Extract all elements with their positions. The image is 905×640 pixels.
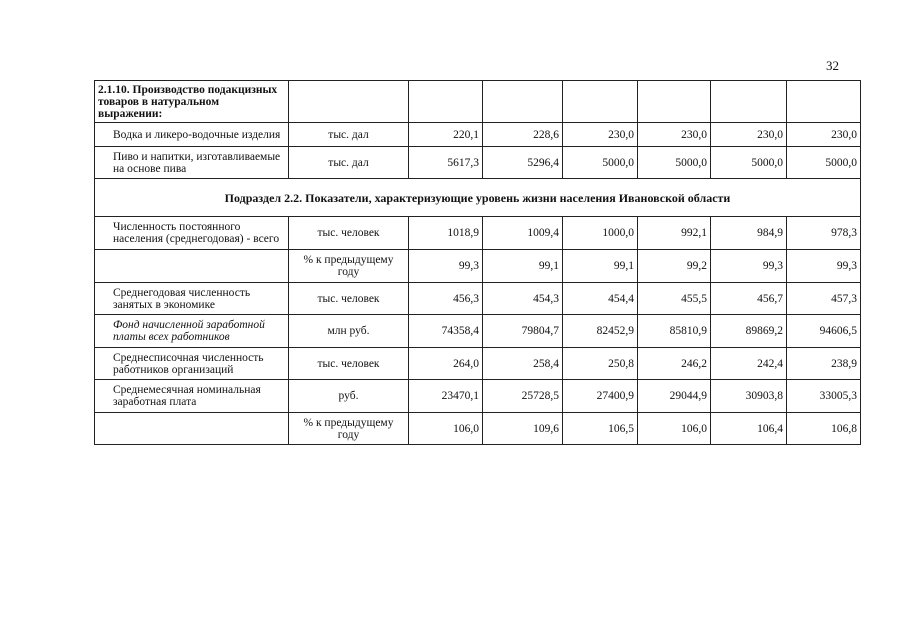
value-cell: 5296,4 [483, 147, 563, 179]
value-cell: 99,1 [483, 250, 563, 283]
value-cell: 984,9 [711, 217, 787, 250]
value-cell: 109,6 [483, 413, 563, 445]
group-header-row [95, 81, 861, 123]
table-row [95, 380, 861, 413]
value-cell: 1009,4 [483, 217, 563, 250]
table-row [95, 315, 861, 348]
indicator-name: Среднесписочная численность работников организаций [95, 348, 289, 380]
value-cell: 89869,2 [711, 315, 787, 348]
value-cell: 228,6 [483, 123, 563, 147]
value-cell: 82452,9 [563, 315, 638, 348]
value-cell: 230,0 [563, 123, 638, 147]
value-cell: 25728,5 [483, 380, 563, 413]
value-cell: 1000,0 [563, 217, 638, 250]
value-cell: 258,4 [483, 348, 563, 380]
indicator-name: Пиво и напитки, изготавливаемые на основе пива [95, 147, 289, 179]
value-cell: 99,3 [409, 250, 483, 283]
value-cell: 29044,9 [638, 380, 711, 413]
value-cell: 99,1 [563, 250, 638, 283]
value-cell: 1018,9 [409, 217, 483, 250]
value-cell: 30903,8 [711, 380, 787, 413]
indicator-name [95, 413, 289, 445]
value-cell: 5000,0 [711, 147, 787, 179]
value-cell: 33005,3 [787, 380, 861, 413]
value-cell: 99,3 [787, 250, 861, 283]
value-cell [483, 81, 563, 123]
indicator-name: 2.1.10. Производство подакцизных товаров в натуральном выражении: [95, 81, 289, 123]
value-cell: 454,3 [483, 283, 563, 315]
unit-cell: тыс. человек [289, 348, 409, 380]
value-cell [711, 81, 787, 123]
value-cell: 79804,7 [483, 315, 563, 348]
unit-cell: тыс. человек [289, 283, 409, 315]
value-cell: 5000,0 [787, 147, 861, 179]
table-row [95, 123, 861, 147]
value-cell: 106,4 [711, 413, 787, 445]
value-cell: 220,1 [409, 123, 483, 147]
value-cell [563, 81, 638, 123]
value-cell: 264,0 [409, 348, 483, 380]
value-cell: 106,5 [563, 413, 638, 445]
unit-cell: тыс. дал [289, 147, 409, 179]
value-cell: 978,3 [787, 217, 861, 250]
value-cell: 5000,0 [563, 147, 638, 179]
value-cell: 94606,5 [787, 315, 861, 348]
unit-cell: млн руб. [289, 315, 409, 348]
value-cell: 23470,1 [409, 380, 483, 413]
indicator-name: Водка и ликеро-водочные изделия [95, 123, 289, 147]
value-cell: 230,0 [638, 123, 711, 147]
value-cell: 456,3 [409, 283, 483, 315]
value-cell: 85810,9 [638, 315, 711, 348]
value-cell: 5000,0 [638, 147, 711, 179]
value-cell: 99,3 [711, 250, 787, 283]
value-cell: 246,2 [638, 348, 711, 380]
unit-cell: тыс. человек [289, 217, 409, 250]
value-cell: 106,0 [409, 413, 483, 445]
value-cell: 455,5 [638, 283, 711, 315]
unit-cell: тыс. дал [289, 123, 409, 147]
value-cell: 99,2 [638, 250, 711, 283]
value-cell: 106,8 [787, 413, 861, 445]
section-row [95, 179, 861, 217]
value-cell: 456,7 [711, 283, 787, 315]
value-cell: 5617,3 [409, 147, 483, 179]
indicator-name: Численность постоянного населения (среднегодовая) - всего [95, 217, 289, 250]
page-number: 32 [826, 58, 839, 73]
value-cell: 238,9 [787, 348, 861, 380]
value-cell [638, 81, 711, 123]
unit-cell [289, 81, 409, 123]
indicators-table [94, 80, 861, 445]
value-cell: 230,0 [787, 123, 861, 147]
unit-cell: % к предыдущему году [289, 250, 409, 283]
table-row [95, 250, 861, 283]
table-row [95, 348, 861, 380]
value-cell: 106,0 [638, 413, 711, 445]
unit-cell: руб. [289, 380, 409, 413]
indicator-name: Фонд начисленной заработной платы всех работников [95, 315, 289, 348]
indicator-name: Среднемесячная номинальная заработная плата [95, 380, 289, 413]
value-cell: 27400,9 [563, 380, 638, 413]
value-cell [787, 81, 861, 123]
table-row [95, 217, 861, 250]
table-row [95, 413, 861, 445]
value-cell: 457,3 [787, 283, 861, 315]
indicator-name: Среднегодовая численность занятых в экономике [95, 283, 289, 315]
value-cell: 992,1 [638, 217, 711, 250]
value-cell: 230,0 [711, 123, 787, 147]
indicator-name [95, 250, 289, 283]
value-cell: 250,8 [563, 348, 638, 380]
value-cell: 74358,4 [409, 315, 483, 348]
value-cell: 454,4 [563, 283, 638, 315]
table-row [95, 147, 861, 179]
table-row [95, 283, 861, 315]
value-cell [409, 81, 483, 123]
section-title: Подраздел 2.2. Показатели, характеризующие уровень жизни населения Ивановской области [95, 179, 861, 217]
unit-cell: % к предыдущему году [289, 413, 409, 445]
value-cell: 242,4 [711, 348, 787, 380]
